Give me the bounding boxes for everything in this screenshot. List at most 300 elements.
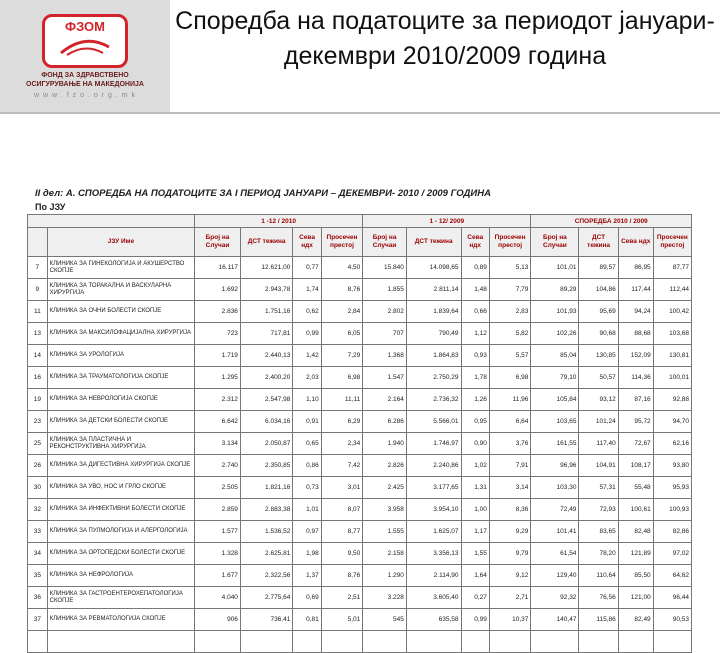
value-cell: 7,79 <box>489 279 531 301</box>
value-cell: 129,40 <box>531 565 579 587</box>
value-cell: 101,24 <box>579 411 618 433</box>
row-number: 23 <box>28 411 48 433</box>
value-cell: 85,04 <box>531 345 579 367</box>
table-row <box>28 411 692 433</box>
value-cell: 2.826 <box>363 455 407 477</box>
value-cell: 8,36 <box>489 499 531 521</box>
value-cell: 9,29 <box>489 521 531 543</box>
value-cell: 2.425 <box>363 477 407 499</box>
header-group-2: СПОРЕДБА 2010 / 2009 <box>531 215 692 228</box>
value-cell: 100,93 <box>653 499 691 521</box>
value-cell: 5,13 <box>489 257 531 279</box>
value-cell: 1,01 <box>293 499 321 521</box>
institution-name: КЛИНИКА ЗА ГАСТРОЕНТЕРОХЕПАТОЛОГИЈА СКОПЈЕ <box>47 587 194 609</box>
logo-caption <box>0 71 170 89</box>
value-cell: 2.859 <box>195 499 241 521</box>
value-cell: 90,53 <box>653 609 691 631</box>
value-cell: 1,37 <box>293 565 321 587</box>
row-number: 37 <box>28 609 48 631</box>
column-header-7: Сева ндх <box>461 228 489 257</box>
value-cell: 112,44 <box>653 279 691 301</box>
value-cell: 1.295 <box>195 367 241 389</box>
logo-line-2: ОСИГУРУВАЊЕ НА МАКЕДОНИЈА <box>26 81 144 88</box>
value-cell: 2.050,87 <box>240 433 292 455</box>
value-cell: 95,69 <box>579 301 618 323</box>
table-row <box>28 323 692 345</box>
value-cell: 1,74 <box>293 279 321 301</box>
table-row <box>28 521 692 543</box>
value-cell: 105,84 <box>531 389 579 411</box>
value-cell: 102,26 <box>531 323 579 345</box>
institution-name: КЛИНИКА ЗА ТОРАКАЛНА И ВАСКУЛАРНА ХИРУРГИЈА <box>47 279 194 301</box>
value-cell: 100,01 <box>653 367 691 389</box>
value-cell: 3.134 <box>195 433 241 455</box>
value-cell: 114,36 <box>618 367 653 389</box>
value-cell: 108,17 <box>618 455 653 477</box>
value-cell: 161,55 <box>531 433 579 455</box>
value-cell: 2.736,32 <box>406 389 461 411</box>
value-cell: 87,77 <box>653 257 691 279</box>
value-cell: 117,44 <box>618 279 653 301</box>
value-cell: 2,71 <box>489 587 531 609</box>
value-cell: 2.114,90 <box>406 565 461 587</box>
value-cell: 2,03 <box>293 367 321 389</box>
value-cell: 0,89 <box>461 257 489 279</box>
value-cell: 9,79 <box>489 543 531 565</box>
value-cell: 110,64 <box>579 565 618 587</box>
column-header-10: ДСТ тежина <box>579 228 618 257</box>
value-cell: 3,14 <box>489 477 531 499</box>
value-cell: 72,49 <box>531 499 579 521</box>
value-cell: 1.547 <box>363 367 407 389</box>
value-cell: 103,65 <box>531 411 579 433</box>
value-cell: 121,00 <box>618 587 653 609</box>
value-cell: 1.719 <box>195 345 241 367</box>
table-row <box>28 631 692 653</box>
table-row <box>28 279 692 301</box>
value-cell <box>293 631 321 653</box>
institution-name: КЛИНИКА ЗА ОЧНИ БОЛЕСТИ СКОПЈЕ <box>47 301 194 323</box>
row-number: 26 <box>28 455 48 477</box>
value-cell: 1,48 <box>461 279 489 301</box>
value-cell: 50,57 <box>579 367 618 389</box>
value-cell: 90,68 <box>579 323 618 345</box>
value-cell: 2.400,20 <box>240 367 292 389</box>
table-row <box>28 543 692 565</box>
logo-url: w w w . f z o . o r g . m k <box>33 92 137 99</box>
table-row <box>28 389 692 411</box>
value-cell: 2.505 <box>195 477 241 499</box>
value-cell: 1,55 <box>461 543 489 565</box>
table-row <box>28 477 692 499</box>
value-cell: 130,85 <box>579 345 618 367</box>
column-header-8: Просечен престој <box>489 228 531 257</box>
logo-line-1: ФОНД ЗА ЗДРАВСТВЕНО <box>41 72 129 79</box>
value-cell: 1.855 <box>363 279 407 301</box>
value-cell: 96,44 <box>653 587 691 609</box>
row-number: 14 <box>28 345 48 367</box>
value-cell: 1.368 <box>363 345 407 367</box>
value-cell: 92,88 <box>653 389 691 411</box>
column-header-9: Број на Случаи <box>531 228 579 257</box>
value-cell: 93,12 <box>579 389 618 411</box>
value-cell: 3.356,13 <box>406 543 461 565</box>
value-cell: 61,54 <box>531 543 579 565</box>
value-cell: 7,91 <box>489 455 531 477</box>
row-number: 7 <box>28 257 48 279</box>
row-number: 19 <box>28 389 48 411</box>
value-cell <box>240 631 292 653</box>
value-cell: 2.883,38 <box>240 499 292 521</box>
value-cell: 78,20 <box>579 543 618 565</box>
value-cell: 96,96 <box>531 455 579 477</box>
value-cell: 16.117 <box>195 257 241 279</box>
value-cell: 4,50 <box>321 257 363 279</box>
value-cell: 1.677 <box>195 565 241 587</box>
institution-name: КЛИНИКА ЗА ИНФЕКТИВНИ БОЛЕСТИ СКОПЈЕ <box>47 499 194 521</box>
institution-name: КЛИНИКА ЗА ДИГЕСТИВНА ХИРУРГИЈА СКОПЈЕ <box>47 455 194 477</box>
value-cell: 3.177,65 <box>406 477 461 499</box>
table-row <box>28 345 692 367</box>
value-cell: 5,82 <box>489 323 531 345</box>
value-cell: 15.840 <box>363 257 407 279</box>
value-cell: 1,12 <box>461 323 489 345</box>
value-cell: 82,48 <box>618 521 653 543</box>
value-cell: 0,86 <box>293 455 321 477</box>
value-cell: 94,24 <box>618 301 653 323</box>
value-cell: 6,98 <box>489 367 531 389</box>
value-cell: 83,65 <box>579 521 618 543</box>
value-cell <box>406 631 461 653</box>
value-cell: 3.958 <box>363 499 407 521</box>
column-header-1: Број на Случаи <box>195 228 241 257</box>
value-cell: 2.312 <box>195 389 241 411</box>
scanned-document <box>27 186 695 623</box>
institution-name <box>47 631 194 653</box>
value-cell: 7,42 <box>321 455 363 477</box>
row-number: 36 <box>28 587 48 609</box>
logo-swoosh-icon <box>59 37 111 57</box>
header-divider <box>0 112 720 114</box>
table-row <box>28 499 692 521</box>
value-cell: 72,67 <box>618 433 653 455</box>
logo-brand: ФЗОМ <box>64 19 105 34</box>
value-cell <box>653 631 691 653</box>
value-cell: 0,99 <box>461 609 489 631</box>
value-cell: 55,48 <box>618 477 653 499</box>
value-cell: 104,86 <box>579 279 618 301</box>
header-number-cell <box>28 228 48 257</box>
value-cell: 8,07 <box>321 499 363 521</box>
column-header-6: ДСТ тежина <box>406 228 461 257</box>
comparison-table <box>27 214 692 653</box>
value-cell <box>579 631 618 653</box>
document-subtitle: По ЈЗУ <box>35 202 66 212</box>
value-cell: 2.440,13 <box>240 345 292 367</box>
column-header-4: Просечен престој <box>321 228 363 257</box>
value-cell: 2,83 <box>489 301 531 323</box>
row-number: 34 <box>28 543 48 565</box>
value-cell: 0,97 <box>293 521 321 543</box>
value-cell: 3.605,40 <box>406 587 461 609</box>
row-number: 9 <box>28 279 48 301</box>
value-cell: 1.751,16 <box>240 301 292 323</box>
value-cell: 140,47 <box>531 609 579 631</box>
value-cell: 2.811,14 <box>406 279 461 301</box>
value-cell: 11,11 <box>321 389 363 411</box>
value-cell: 2.943,78 <box>240 279 292 301</box>
institution-name: КЛИНИКА ЗА НЕФРОЛОГИЈА <box>47 565 194 587</box>
table-row <box>28 433 692 455</box>
value-cell: 0,66 <box>461 301 489 323</box>
value-cell: 1.839,64 <box>406 301 461 323</box>
column-header-2: ДСТ тежина <box>240 228 292 257</box>
value-cell: 3,01 <box>321 477 363 499</box>
value-cell: 2.750,29 <box>406 367 461 389</box>
value-cell: 6,05 <box>321 323 363 345</box>
slide-header <box>0 0 720 112</box>
value-cell: 10,37 <box>489 609 531 631</box>
value-cell: 12.621,00 <box>240 257 292 279</box>
value-cell: 101,41 <box>531 521 579 543</box>
value-cell: 2.164 <box>363 389 407 411</box>
value-cell: 117,40 <box>579 433 618 455</box>
value-cell: 0,69 <box>293 587 321 609</box>
value-cell <box>321 631 363 653</box>
column-header-11: Сева ндх <box>618 228 653 257</box>
value-cell: 7,29 <box>321 345 363 367</box>
value-cell: 79,10 <box>531 367 579 389</box>
value-cell: 1,98 <box>293 543 321 565</box>
value-cell: 8,76 <box>321 279 363 301</box>
value-cell: 0,90 <box>461 433 489 455</box>
value-cell: 2,34 <box>321 433 363 455</box>
value-cell: 95,93 <box>653 477 691 499</box>
value-cell: 104,91 <box>579 455 618 477</box>
value-cell: 2.836 <box>195 301 241 323</box>
value-cell: 2,51 <box>321 587 363 609</box>
value-cell: 1,02 <box>461 455 489 477</box>
value-cell: 1.864,83 <box>406 345 461 367</box>
value-cell: 4.040 <box>195 587 241 609</box>
row-number: 32 <box>28 499 48 521</box>
value-cell: 103,30 <box>531 477 579 499</box>
value-cell: 101,01 <box>531 257 579 279</box>
row-number: 33 <box>28 521 48 543</box>
value-cell <box>461 631 489 653</box>
value-cell: 0,62 <box>293 301 321 323</box>
value-cell: 0,99 <box>293 323 321 345</box>
value-cell: 5,01 <box>321 609 363 631</box>
value-cell: 1,42 <box>293 345 321 367</box>
value-cell <box>531 631 579 653</box>
value-cell: 5,57 <box>489 345 531 367</box>
value-cell: 97,02 <box>653 543 691 565</box>
value-cell: 1,64 <box>461 565 489 587</box>
value-cell: 1,10 <box>293 389 321 411</box>
institution-name: КЛИНИКА ЗА МАКСИЛОФАЦИЈАЛНА ХИРУРГИЈА <box>47 323 194 345</box>
value-cell: 0,27 <box>461 587 489 609</box>
row-number: 25 <box>28 433 48 455</box>
value-cell: 6,64 <box>489 411 531 433</box>
value-cell: 3.228 <box>363 587 407 609</box>
value-cell <box>363 631 407 653</box>
institution-name: КЛИНИКА ЗА УРОЛОГИЈА <box>47 345 194 367</box>
value-cell: 5.566,01 <box>406 411 461 433</box>
value-cell: 3,76 <box>489 433 531 455</box>
value-cell: 86,95 <box>618 257 653 279</box>
value-cell <box>618 631 653 653</box>
value-cell: 100,61 <box>618 499 653 521</box>
institution-name: КЛИНИКА ЗА РЕВМАТОЛОГИЈА СКОПЈЕ <box>47 609 194 631</box>
institution-name: КЛИНИКА ЗА ГИНЕКОЛОГИЈА И АКУШЕРСТВО СКОПЈЕ <box>47 257 194 279</box>
value-cell: 2.547,98 <box>240 389 292 411</box>
column-header-0: ЈЗУ Име <box>47 228 194 257</box>
table-row <box>28 367 692 389</box>
value-cell: 1,31 <box>461 477 489 499</box>
value-cell <box>489 631 531 653</box>
value-cell: 1.555 <box>363 521 407 543</box>
value-cell: 103,68 <box>653 323 691 345</box>
institution-name: КЛИНИКА ЗА ОРТОПЕДСКИ БОЛЕСТИ СКОПЈЕ <box>47 543 194 565</box>
value-cell: 2.625,81 <box>240 543 292 565</box>
value-cell: 6,29 <box>321 411 363 433</box>
value-cell: 14.098,65 <box>406 257 461 279</box>
value-cell: 2.802 <box>363 301 407 323</box>
value-cell: 6.286 <box>363 411 407 433</box>
table-row <box>28 609 692 631</box>
value-cell: 82,49 <box>618 609 653 631</box>
value-cell: 1.940 <box>363 433 407 455</box>
value-cell: 89,57 <box>579 257 618 279</box>
value-cell: 1.746,97 <box>406 433 461 455</box>
value-cell: 76,56 <box>579 587 618 609</box>
row-number: 13 <box>28 323 48 345</box>
value-cell: 1,78 <box>461 367 489 389</box>
column-header-3: Сева ндх <box>293 228 321 257</box>
value-cell: 64,62 <box>653 565 691 587</box>
value-cell: 9,12 <box>489 565 531 587</box>
institution-name: КЛИНИКА ЗА УВО, НОС И ГРЛО СКОПЈЕ <box>47 477 194 499</box>
value-cell: 0,93 <box>461 345 489 367</box>
institution-name: КЛИНИКА ЗА ПУЛМОЛОГИЈА И АЛЕРГОЛОГИЈА <box>47 521 194 543</box>
value-cell: 0,91 <box>293 411 321 433</box>
row-number: 35 <box>28 565 48 587</box>
value-cell: 736,41 <box>240 609 292 631</box>
value-cell: 0,81 <box>293 609 321 631</box>
value-cell: 115,86 <box>579 609 618 631</box>
logo-panel <box>0 0 170 112</box>
table-row <box>28 587 692 609</box>
value-cell: 152,09 <box>618 345 653 367</box>
value-cell: 62,16 <box>653 433 691 455</box>
table-row <box>28 455 692 477</box>
header-column-row <box>28 228 692 257</box>
column-header-12: Просечен престој <box>653 228 691 257</box>
value-cell <box>195 631 241 653</box>
value-cell: 1.821,16 <box>240 477 292 499</box>
value-cell: 1,17 <box>461 521 489 543</box>
table-row <box>28 257 692 279</box>
value-cell: 1.577 <box>195 521 241 543</box>
table-row <box>28 301 692 323</box>
value-cell: 6.034,16 <box>240 411 292 433</box>
value-cell: 87,16 <box>618 389 653 411</box>
value-cell: 6,98 <box>321 367 363 389</box>
value-cell: 790,49 <box>406 323 461 345</box>
value-cell: 2.322,56 <box>240 565 292 587</box>
value-cell: 1,26 <box>461 389 489 411</box>
value-cell: 2.158 <box>363 543 407 565</box>
value-cell: 906 <box>195 609 241 631</box>
value-cell: 130,81 <box>653 345 691 367</box>
row-number: 30 <box>28 477 48 499</box>
column-header-5: Број на Случаи <box>363 228 407 257</box>
header-blank-cell <box>28 215 195 228</box>
value-cell: 101,93 <box>531 301 579 323</box>
value-cell: 8,77 <box>321 521 363 543</box>
value-cell: 8,76 <box>321 565 363 587</box>
value-cell: 0,65 <box>293 433 321 455</box>
value-cell: 2.240,86 <box>406 455 461 477</box>
value-cell: 89,29 <box>531 279 579 301</box>
value-cell: 11,96 <box>489 389 531 411</box>
value-cell: 121,89 <box>618 543 653 565</box>
value-cell: 2.350,85 <box>240 455 292 477</box>
slide-title: Споредба на податоците за периодот јануари- декември 2010/2009 година <box>175 7 715 70</box>
institution-name: КЛИНИКА ЗА НЕВРОЛОГИЈА СКОПЈЕ <box>47 389 194 411</box>
value-cell: 1,00 <box>461 499 489 521</box>
institution-name: КЛИНИКА ЗА ПЛАСТИЧНА И РЕКОНСТРУКТИВНА ХИРУРГИЈА <box>47 433 194 455</box>
header-group-1: 1 - 12/ 2009 <box>363 215 531 228</box>
document-title: II дел: А. СПОРЕДБА НА ПОДАТОЦИТЕ ЗА I ПЕРИОД ЈАНУАРИ – ДЕКЕМВРИ- 2010 / 2009 ГОДИНА <box>35 188 491 199</box>
value-cell: 57,31 <box>579 477 618 499</box>
value-cell: 82,86 <box>653 521 691 543</box>
value-cell: 1.328 <box>195 543 241 565</box>
institution-name: КЛИНИКА ЗА ТРАУМАТОЛОГИЈА СКОПЈЕ <box>47 367 194 389</box>
fzom-logo <box>42 14 128 68</box>
value-cell: 85,50 <box>618 565 653 587</box>
value-cell: 93,80 <box>653 455 691 477</box>
value-cell: 0,77 <box>293 257 321 279</box>
header-group-row <box>28 215 692 228</box>
row-number <box>28 631 48 653</box>
value-cell: 0,73 <box>293 477 321 499</box>
row-number: 16 <box>28 367 48 389</box>
value-cell: 92,32 <box>531 587 579 609</box>
value-cell: 2.775,64 <box>240 587 292 609</box>
value-cell: 717,81 <box>240 323 292 345</box>
value-cell: 95,72 <box>618 411 653 433</box>
value-cell: 94,70 <box>653 411 691 433</box>
table-row <box>28 565 692 587</box>
value-cell: 2,84 <box>321 301 363 323</box>
value-cell: 1.692 <box>195 279 241 301</box>
header-group-0: 1 -12 / 2010 <box>195 215 363 228</box>
row-number: 11 <box>28 301 48 323</box>
value-cell: 9,50 <box>321 543 363 565</box>
value-cell: 72,93 <box>579 499 618 521</box>
value-cell: 723 <box>195 323 241 345</box>
value-cell: 545 <box>363 609 407 631</box>
value-cell: 3.954,10 <box>406 499 461 521</box>
value-cell: 707 <box>363 323 407 345</box>
value-cell: 100,42 <box>653 301 691 323</box>
value-cell: 88,68 <box>618 323 653 345</box>
value-cell: 0,95 <box>461 411 489 433</box>
institution-name: КЛИНИКА ЗА ДЕТСКИ БОЛЕСТИ СКОПЈЕ <box>47 411 194 433</box>
value-cell: 6.642 <box>195 411 241 433</box>
